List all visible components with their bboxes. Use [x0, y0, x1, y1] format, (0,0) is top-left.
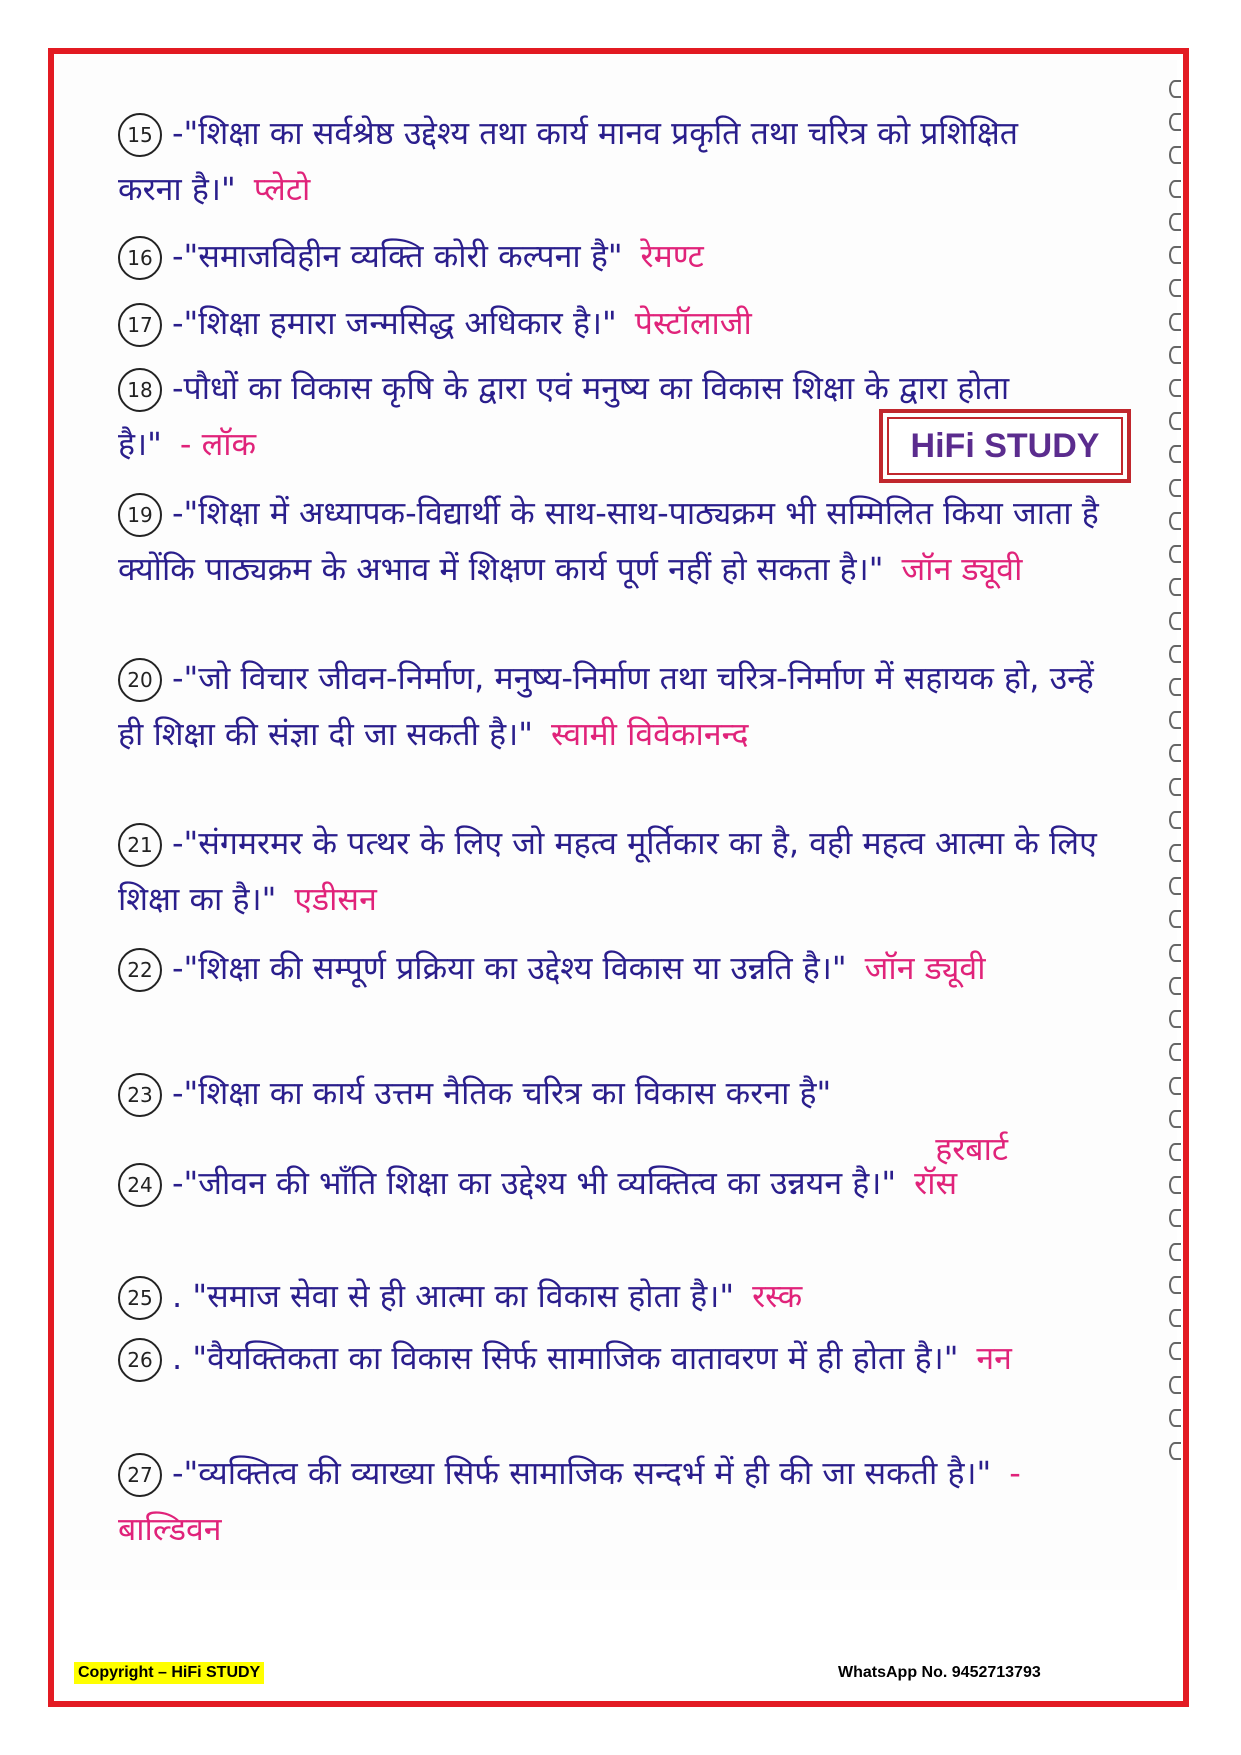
- watermark-text: HiFi STUDY: [887, 417, 1123, 475]
- quote-21: [118, 815, 1118, 927]
- quote-text: -"शिक्षा में अध्यापक-विद्यार्थी के साथ-साथ-पाठ्यक्रम भी सम्मिलित किया जाता है क्योंकि पाठ्यक्रम के अभाव में शिक्षण कार्य पूर्ण नहीं हो सकता है।": [118, 494, 1099, 588]
- quote-author: प्लेटो: [253, 170, 311, 208]
- quote-22: [118, 940, 1118, 996]
- quote-number: 25: [118, 1276, 162, 1320]
- quote-text: -पौधों का विकास कृषि के द्वारा एवं मनुष्य का विकास शिक्षा के द्वारा होता है।": [118, 369, 1010, 463]
- quote-text: -"शिक्षा का कार्य उत्तम नैतिक चरित्र का विकास करना है": [172, 1074, 832, 1112]
- quote-25: [118, 1268, 1118, 1324]
- quote-text: -"व्यक्तित्व की व्याख्या सिर्फ सामाजिक सन्दर्भ में ही की जा सकती है।": [172, 1454, 992, 1492]
- quote-number: 26: [118, 1338, 162, 1382]
- quote-number: 24: [118, 1163, 162, 1207]
- quote-19: [118, 485, 1118, 597]
- quote-author: जॉन ड्यूवी: [864, 949, 986, 987]
- quote-author: एडीसन: [294, 880, 377, 918]
- quote-number: 16: [118, 236, 162, 280]
- quote-24: [118, 1155, 1118, 1211]
- quote-author: रस्क: [752, 1277, 803, 1315]
- quote-text: . "समाज सेवा से ही आत्मा का विकास होता है।": [172, 1277, 735, 1315]
- quote-number: 17: [118, 303, 162, 347]
- quote-text: -"जीवन की भाँति शिक्षा का उद्देश्य भी व्यक्तित्व का उन्नयन है।": [172, 1164, 897, 1202]
- notebook-spiral: [1163, 80, 1193, 1460]
- quote-text: -"जो विचार जीवन-निर्माण, मनुष्य-निर्माण तथा चरित्र-निर्माण में सहायक हो, उन्हें ही शिक्षा की संज्ञा दी जा सकती है।": [118, 659, 1094, 753]
- quote-number: 23: [118, 1073, 162, 1117]
- quote-number: 19: [118, 493, 162, 537]
- quote-26: [118, 1330, 1118, 1386]
- quote-number: 22: [118, 948, 162, 992]
- quote-text: -"समाजविहीन व्यक्ति कोरी कल्पना है": [172, 237, 623, 275]
- quote-author: रेमण्ट: [640, 237, 704, 275]
- quote-number: 18: [118, 368, 162, 412]
- quote-15: [118, 105, 1078, 217]
- hifi-study-watermark: [879, 409, 1131, 483]
- copyright-notice: Copyright – HiFi STUDY: [74, 1662, 264, 1684]
- quote-17: [118, 295, 1118, 351]
- quote-author: रॉस: [914, 1164, 958, 1202]
- quote-author: जॉन ड्यूवी: [901, 550, 1023, 588]
- quote-20: [118, 650, 1118, 762]
- quote-author: नन: [976, 1339, 1012, 1377]
- quote-number: 20: [118, 658, 162, 702]
- quote-author: स्वामी विवेकानन्द: [550, 715, 749, 753]
- quote-author: पेस्टॉलाजी: [634, 304, 752, 342]
- quote-author: - बाल्डिवन: [118, 1454, 1021, 1548]
- quote-author: - लॉक: [179, 425, 257, 463]
- quote-author: हरबार्ट: [935, 1130, 1008, 1168]
- quote-16: [118, 228, 1118, 284]
- quote-number: 27: [118, 1453, 162, 1497]
- quote-text: -"संगमरमर के पत्थर के लिए जो महत्व मूर्तिकार का है, वही महत्व आत्मा के लिए शिक्षा का है।": [118, 824, 1097, 918]
- whatsapp-number: WhatsApp No. 9452713793: [838, 1664, 1041, 1681]
- quote-text: -"शिक्षा का सर्वश्रेष्ठ उद्देश्य तथा कार्य मानव प्रकृति तथा चरित्र को प्रशिक्षित करना है।": [118, 114, 1019, 208]
- quote-text: -"शिक्षा की सम्पूर्ण प्रक्रिया का उद्देश्य विकास या उन्नति है।": [172, 949, 847, 987]
- quote-number: 21: [118, 823, 162, 867]
- quote-text: . "वैयक्तिकता का विकास सिर्फ सामाजिक वातावरण में ही होता है।": [172, 1339, 959, 1377]
- quote-number: 15: [118, 113, 162, 157]
- quote-text: -"शिक्षा हमारा जन्मसिद्ध अधिकार है।": [172, 304, 617, 342]
- quote-27: [118, 1445, 1118, 1557]
